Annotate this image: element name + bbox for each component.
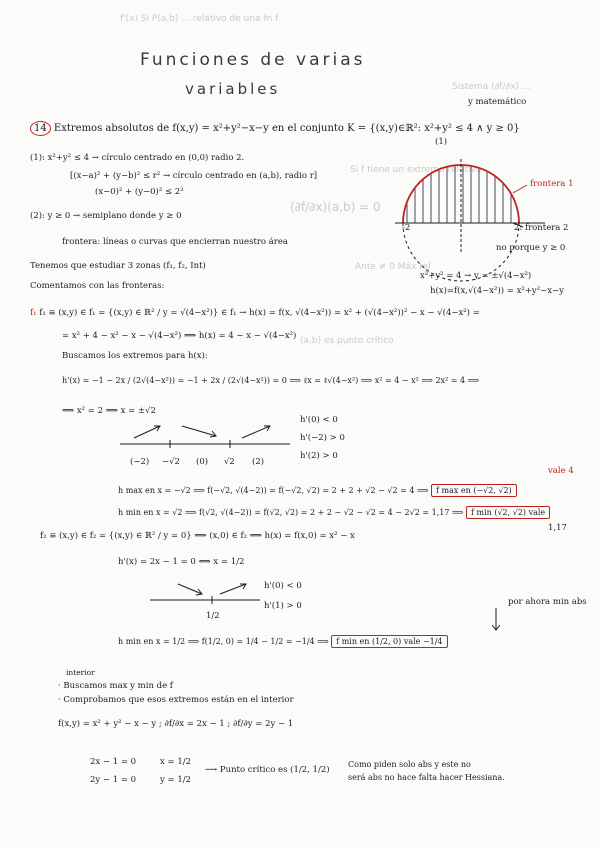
max-result-box: f max en (−√2, √2) (431, 484, 517, 497)
frontier-1-h-simplified: = x² + 4 − x² − x − √(4−x²) ⟹ h(x) = 4 − x − √(4−x²) (62, 331, 297, 341)
ghost-text: f'(x) Si P(a,b) ... relativo de una fn f (120, 14, 279, 24)
problem-text: Extremos absolutos de f(x,y) = x²+y²−x−y en el conjunto K = {(x,y)∈ℝ²: x²+y² ≤ 4 ∧ y ≥ 0} (53, 123, 520, 134)
condition-1-general: [(x−a)² + (y−b)² ≤ r² → círculo centrado en (a,b), radio r] (70, 171, 318, 181)
frontier-2-definition: f₂ ≡ (x,y) ∈ f₂ = {(x,y) ∈ ℝ² / y = 0} ⟹ (x,0) ∈ f₂ ⟹ h(x) = f(x,0) = x² − x (40, 531, 355, 541)
frontier-2-label: 2: frontera 2 (514, 223, 569, 233)
axis-tick: −√2 (162, 457, 180, 467)
problem-statement (30, 121, 520, 136)
ghost-text: (a,b) es punto crítico (300, 336, 394, 346)
critical-point: ⟶ Punto crítico es (1/2, 1/2) (205, 765, 330, 775)
frontier-1-label: frontera 1 (530, 179, 574, 189)
axis-tick: (0) (196, 457, 209, 467)
circle-derivation: x²+y² = 4 → y = ±√(4−x²) (420, 271, 532, 281)
ghost-text: Sistema (∂f/∂x) ... (452, 82, 531, 92)
solution-y: y = 1/2 (160, 775, 192, 785)
min-value: 1,17 (548, 523, 567, 533)
ghost-text: Si f tiene un extremo relativo (350, 165, 482, 175)
tick-neg2: -2 (402, 223, 411, 233)
sign-check: h'(−2) > 0 (300, 433, 345, 443)
system-eq-1: 2x − 1 = 0 (90, 757, 137, 767)
sign-check: h'(0) < 0 (300, 415, 338, 425)
interior-step-1: · Buscamos max y min de f (58, 681, 173, 691)
start-line: Comentamos con las fronteras: (30, 281, 165, 291)
axis-tick: √2 (224, 457, 235, 467)
problem-number: 14 (30, 121, 51, 136)
min-result-box: f min (√2, √2) vale (466, 506, 550, 519)
sign-check: h'(1) > 0 (264, 601, 302, 611)
frontier-1-pointer (513, 185, 527, 193)
sign-check: h'(0) < 0 (264, 581, 302, 591)
h-min-line: h min en x = √2 ⟹ f(√2, √(4−2)) = f(√2, √2) = 2 + 2 − √2 − √2 = 4 − 2√2 = 1,17 ⟹ f min (√2, √2) vale (118, 506, 550, 519)
top-right-note: y matemático (468, 97, 527, 107)
h-max-line: h max en x = −√2 ⟹ f(−√2, √(4−2)) = f(−√2, √2) = 2 + 2 + √2 − √2 = 4 ⟹ f max en (−√2, √2) (118, 484, 517, 497)
frontier-1-derivative: h'(x) = −1 − 2x / (2√(4−x²)) = −1 + 2x / (2√(4−x²)) = 0 ⟹ ℓx = ℓ√(4−x²) ⟹ x² = 4 − x² ⟹ 2x² = 4 ⟹ (62, 376, 480, 385)
frontier-1-search: Buscamos los extremos para h(x): (62, 351, 208, 361)
condition-1-instance: (x−0)² + (y−0)² ≤ 2² (95, 187, 184, 197)
hatched-region (407, 165, 511, 225)
sign-check: h'(2) > 0 (300, 451, 338, 461)
page-title: Funciones de varias (140, 50, 366, 70)
sign-chart-2 (150, 580, 260, 610)
frontier-2-derivative: h'(x) = 2x − 1 = 0 ⟺ x = 1/2 (118, 557, 245, 567)
ghost-text: Ante ≠ 0 Máx rel (355, 262, 431, 272)
frontier-1-definition: f₁ f₁ ≡ (x,y) ∈ f₁ = {(x,y) ∈ ℝ² / y = √(4−x²)} ∈ f₁ → h(x) = f(x, √(4−x²)) = x² + (√(4−x²))² − x − √(4−x²) = (30, 308, 480, 318)
condition-2-line: (2): y ≥ 0 → semiplano donde y ≥ 0 (30, 211, 182, 221)
frontier-2-min-line: h min en x = 1/2 ⟹ f(1/2, 0) = 1/4 − 1/2 = −1/4 ⟹ f min en (1/2, 0) vale −1/4 (118, 635, 448, 648)
sign-chart-1 (120, 418, 290, 458)
condition-1-line: (1): x²+y² ≤ 4 → círculo centrado en (0,0) radio 2. (30, 153, 245, 163)
max-value-note: vale 4 (548, 466, 574, 476)
axis-tick: 1/2 (206, 611, 220, 621)
axis-tick: (−2) (130, 457, 150, 467)
frontier-1-solution: ⟹ x² = 2 ⟹ x = ±√2 (62, 406, 156, 416)
solution-x: x = 1/2 (160, 757, 191, 767)
h-derivation: h(x)=f(x,√(4−x²)) = x²+y²−x−y (430, 286, 564, 296)
condition-label-1: (1) (435, 137, 448, 147)
not-allowed-note: no porque y ≥ 0 (496, 243, 566, 253)
interior-heading: interior (66, 668, 95, 677)
axis-tick: (2) (252, 457, 265, 467)
interior-step-2: · Comprobamos que esos extremos están en el interior (58, 695, 294, 705)
note-arrow (490, 608, 520, 638)
partial-derivatives: f(x,y) = x² + y² − x − y ; ∂f/∂x = 2x − 1 ; ∂f/∂y = 2y − 1 (58, 719, 294, 729)
page-subtitle: variables (185, 80, 281, 98)
min-abs-note: por ahora min abs (508, 597, 587, 607)
frontier-definition: frontera: líneas o curvas que encierran nuestro área (62, 237, 288, 247)
ghost-text: (∂f/∂x)(a,b) = 0 (290, 200, 381, 214)
system-eq-2: 2y − 1 = 0 (90, 775, 137, 785)
min-abs-box: f min en (1/2, 0) vale −1/4 (331, 635, 447, 648)
hessian-note-1: Como piden solo abs y este no (348, 760, 471, 769)
zones-line: Tenemos que estudiar 3 zonas (f₁, f₂, Int) (30, 261, 206, 271)
hessian-note-2: será abs no hace falta hacer Hessiana. (348, 773, 505, 782)
